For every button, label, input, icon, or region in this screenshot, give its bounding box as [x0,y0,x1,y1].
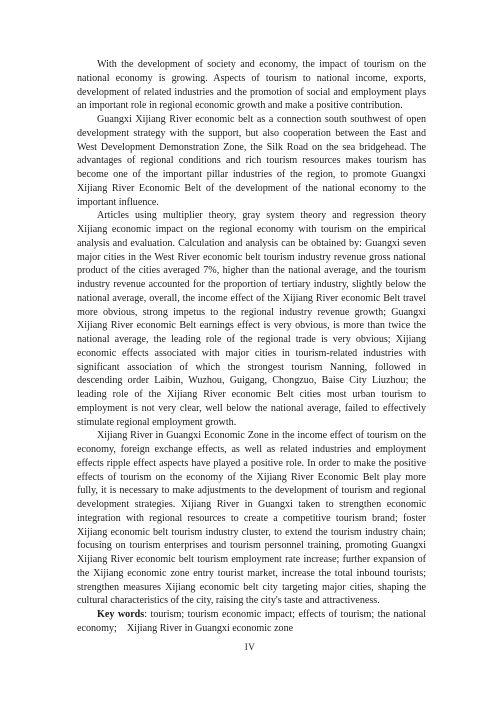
abstract-paragraph-4: Xijiang River in Guangxi Economic Zone in the income effect of tourism on the economy, foreign exchange effects, as well as related industries and employment effects ripple effect aspects have played a positive role. In order to make the positive effects of tourism on the economy of the Xijiang River Economic Belt play more fully, it is necessary to make adjustments to the development of tourism and regional development strategies. Xijiang River in Guangxi taken to strengthen economic integration with regional resources to create a competitive tourism brand; foster Xijiang economic belt tourism industry cluster, to extend the tourism industry chain; focusing on tourism enterprises and tourism personnel training, promoting Guangxi Xijiang River economic belt tourism employment rate increase; further expansion of the Xijiang economic zone entry tourist market, increase the total inbound tourists; strengthen measures Xijiang economic belt city targeting major cities, shaping the cultural characteristics of the city, raising the city's taste and attractiveness. [77,430,426,607]
keywords-label: Key words [97,609,145,620]
abstract-paragraph-3: Articles using multiplier theory, gray system theory and regression theory Xijiang economic impact on the regional economy with tourism on the empirical analysis and evaluation. Calculation and analysis can be obtained by: Guangxi seven major cities in the West River economic belt tourism industry revenue gross national product of the cities averaged 7%, higher than the national average, and the tourism industry revenue accounted for the proportion of tertiary industry, slightly below the national average, overall, the income effect of the Xijiang River economic Belt travel more obvious, strong impetus to the regional industry revenue growth; Guangxi Xijiang River economic Belt earnings effect is very obvious, is more than twice the national average, the leading role of the regional trade is very obvious; Xijiang economic effects associated with major cities in tourism-related industries with significant association of which the strongest tourism Nanning, followed in descending order Laibin, Wuzhou, Guigang, Chongzuo, Baise City Liuzhou; the leading role of the Xijiang River economic Belt cities most urban tourism to employment is not very clear, well below the national average, failed to effectively stimulate regional employment growth. [77,210,426,428]
abstract-paragraph-2: Guangxi Xijiang River economic belt as a connection south southwest of open development strategy with the support, but also cooperation between the East and West Development Demonstration Zone, the Silk Road on the sea bridgehead. The advantages of regional conditions and rich tourism resources makes tourism has become one of the important pillar industries of the region, to promote Guangxi Xijiang River Economic Belt of the development of the national economy to the important influence. [77,114,426,208]
page-number: IV [244,642,256,652]
abstract-paragraph-1: With the development of society and economy, the impact of tourism on the national economy is growing. Aspects of tourism to national income, exports, development of related industries and the promotion of social and employment plays an important role in regional economic growth and make a positive contribution. [77,59,426,112]
keywords-text: : tourism; tourism economic impact; effects of tourism; the national economy; Xijiang River in Guangxi economic zone [77,609,429,634]
abstract-body [77,58,429,636]
keywords-line [77,608,429,636]
